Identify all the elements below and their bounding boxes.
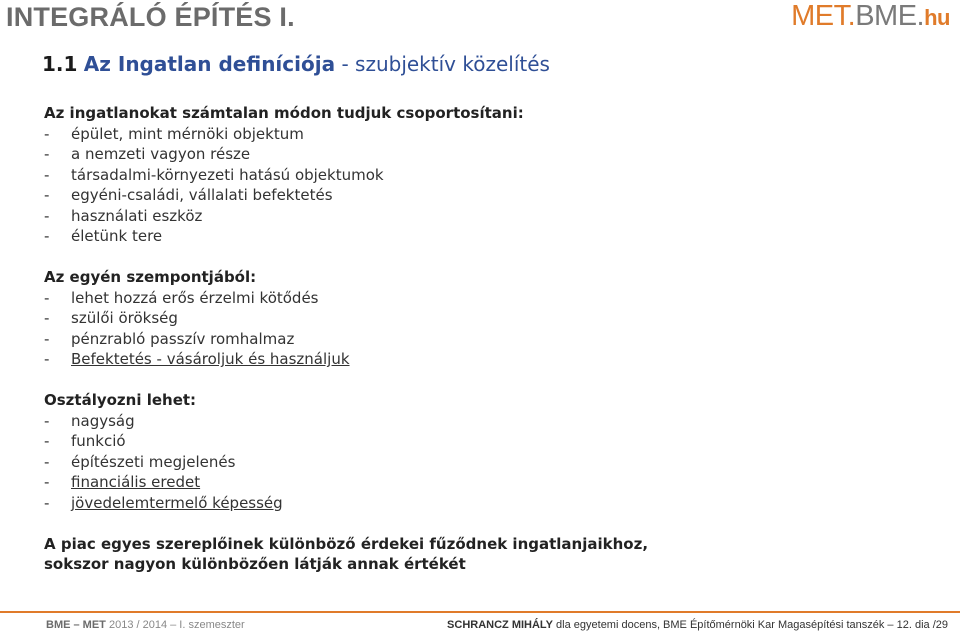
met-bme-logo: [791, 0, 950, 33]
list-item: - financiális eredet: [44, 473, 201, 491]
logo-hu: hu: [924, 5, 950, 30]
section-subtitle: - szubjektív közelítés: [341, 52, 550, 76]
logo-met: MET.: [791, 0, 856, 32]
block-categorize: [44, 390, 924, 513]
list-item: - jövedelemtermelő képesség: [44, 493, 283, 512]
list-item: - lehet hozzá erős érzelmi kötődés: [44, 288, 319, 307]
section-number: 1.1: [42, 52, 78, 76]
list-item: - életünk tere: [44, 227, 163, 245]
list-item: - nagyság: [44, 411, 135, 430]
logo-bme: BME.: [855, 0, 925, 32]
list-item: - társadalmi-környezeti hatású objektumok: [44, 165, 384, 184]
footer-course: BME – MET 2013 / 2014 – I. szemeszter: [46, 619, 245, 631]
slide-content: [44, 103, 924, 575]
closing-line: A piac egyes szereplőinek különböző érdekei fűződnek ingatlanjaikhoz,: [44, 534, 649, 553]
list-item: - építészeti megjelenés: [44, 452, 236, 471]
slide-number: 12. dia /29: [896, 619, 948, 631]
list-item: - funkció: [44, 432, 126, 450]
block-classification: [44, 103, 924, 247]
list-item: - pénzrabló passzív romhalmaz: [44, 329, 295, 348]
section-heading: [42, 52, 550, 76]
list-item: - épület, mint mérnöki objektum: [44, 124, 304, 143]
footer-divider: [0, 611, 960, 613]
list-item: - használati eszköz: [44, 206, 203, 225]
list-item: - a nemzeti vagyon része: [44, 145, 251, 163]
block-heading: Az egyén szempontjából:: [44, 268, 257, 286]
block-individual: [44, 267, 924, 370]
block-heading: Osztályozni lehet:: [44, 391, 197, 409]
deck-title: INTEGRÁLÓ ÉPÍTÉS I.: [6, 2, 295, 32]
list-item: - egyéni-családi, vállalati befektetés: [44, 186, 333, 204]
list-item: - Befektetés - vásároljuk és használjuk: [44, 350, 350, 368]
closing-line: sokszor nagyon különbözően látják annak értékét: [44, 555, 466, 573]
footer-author: SCHRANCZ MIHÁLY dla egyetemi docens, BME Építőmérnöki Kar Magasépítési tanszék – 12. dia /29: [447, 619, 948, 631]
section-title: Az Ingatlan definíciója: [83, 52, 336, 76]
closing-statement: [44, 534, 924, 575]
list-item: - szülői örökség: [44, 309, 178, 327]
block-heading: Az ingatlanokat számtalan módon tudjuk csoportosítani:: [44, 104, 524, 122]
